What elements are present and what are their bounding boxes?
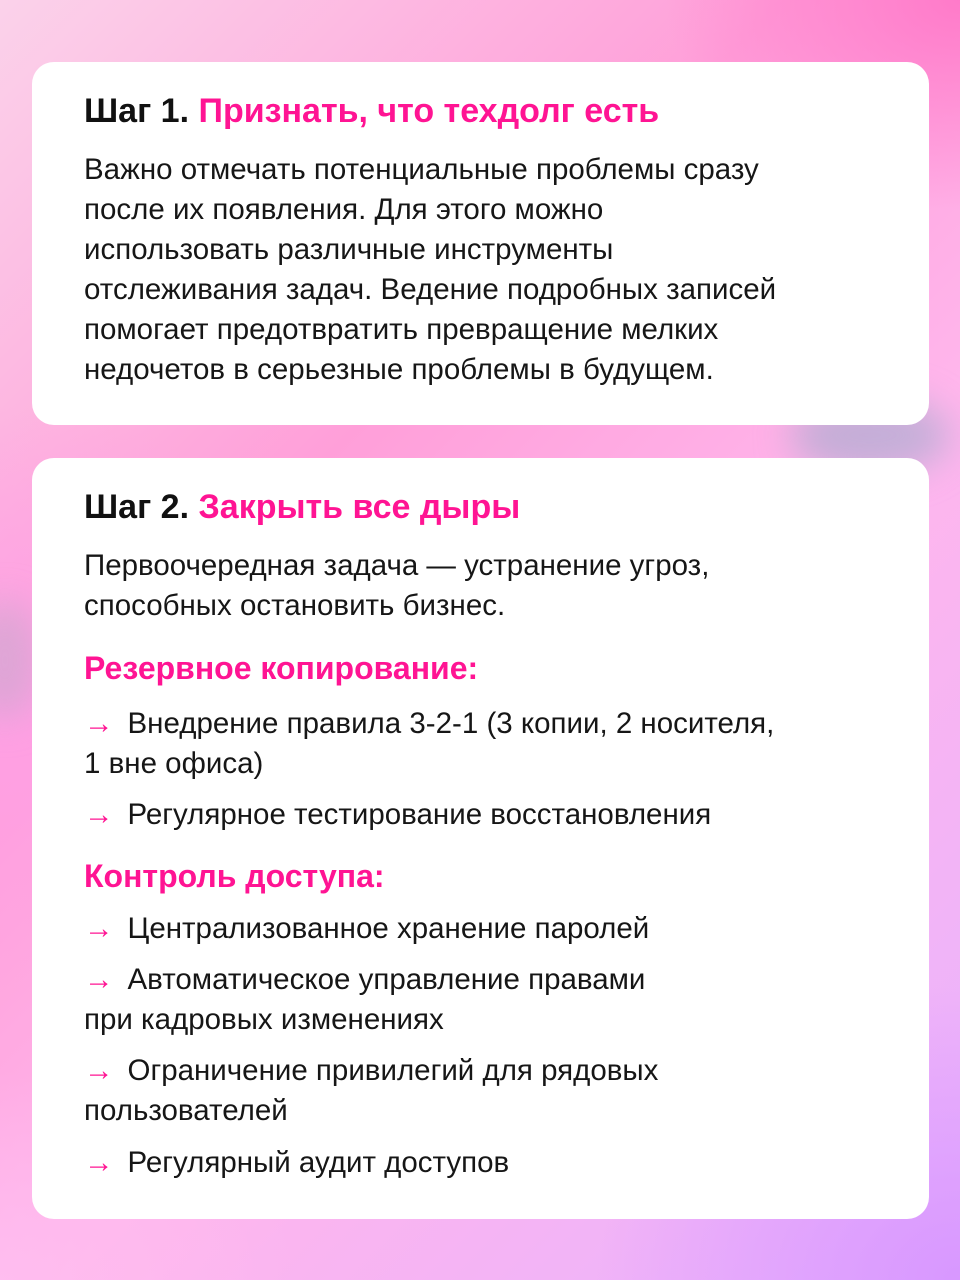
step-1-heading: Признать, что техдолг есть — [198, 92, 660, 130]
text-line: после их появления. Для этого можно — [84, 193, 604, 226]
access-control-heading: Контроль доступа: — [84, 858, 385, 894]
step-1-prefix: Шаг 1. — [84, 92, 190, 130]
arrow-right-icon: → — [84, 912, 114, 945]
list-item — [84, 909, 914, 949]
arrow-right-icon: → — [84, 707, 114, 740]
list-item — [84, 1143, 914, 1183]
list-item-text: пользователей — [84, 1094, 288, 1127]
text-line: недочетов в серьезные проблемы в будущем. — [84, 353, 714, 386]
step-1-card — [32, 62, 929, 425]
list-item — [84, 795, 914, 835]
step-2-intro — [84, 546, 914, 626]
step-1-description — [84, 150, 914, 390]
step-2-card — [32, 458, 929, 1219]
text-line: использовать различные инструменты — [84, 233, 614, 266]
arrow-right-icon: → — [84, 963, 114, 996]
list-item — [84, 1051, 914, 1131]
list-item-text: 1 вне офиса) — [84, 747, 264, 780]
list-item-text: Регулярный аудит доступов — [127, 1146, 510, 1179]
text-line: отслеживания задач. Ведение подробных записей — [84, 273, 777, 306]
step-2-title — [84, 488, 520, 527]
arrow-right-icon: → — [84, 1054, 114, 1087]
list-item-text: Автоматическое управление правами — [127, 963, 646, 996]
list-item — [84, 704, 914, 784]
list-item-text: Централизованное хранение паролей — [127, 912, 650, 945]
text-line: Первоочередная задача — устранение угроз, — [84, 549, 710, 582]
arrow-right-icon: → — [84, 798, 114, 831]
list-item-text: Внедрение правила 3-2-1 (3 копии, 2 носителя, — [127, 707, 775, 740]
text-line: Важно отмечать потенциальные проблемы сразу — [84, 153, 759, 186]
list-item-text: Регулярное тестирование восстановления — [127, 798, 712, 831]
step-1-title — [84, 92, 659, 131]
list-item-text: Ограничение привилегий для рядовых — [127, 1054, 659, 1087]
step-2-prefix: Шаг 2. — [84, 488, 190, 526]
backup-heading: Резервное копирование: — [84, 650, 479, 686]
text-line: помогает предотвратить превращение мелких — [84, 313, 719, 346]
list-item — [84, 960, 914, 1040]
list-item-text: при кадровых изменениях — [84, 1003, 444, 1036]
arrow-right-icon: → — [84, 1146, 114, 1179]
step-2-heading: Закрыть все дыры — [198, 488, 521, 526]
text-line: способных остановить бизнес. — [84, 589, 506, 622]
